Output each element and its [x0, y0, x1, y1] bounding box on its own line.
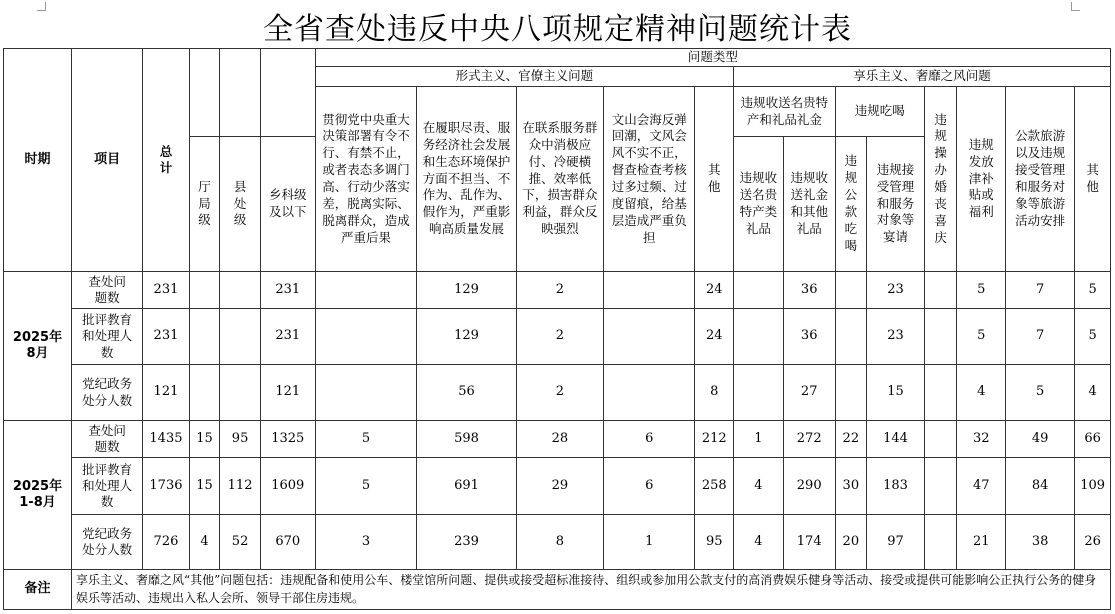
table-cell: 272 — [783, 421, 835, 458]
table-cell: 4 — [1075, 365, 1111, 421]
table-cell — [315, 365, 417, 421]
table-cell: 21 — [957, 515, 1006, 570]
row-item-label: 批评教育和处理人数 — [72, 458, 143, 515]
table-cell: 129 — [417, 309, 517, 365]
table-cell: 95 — [695, 515, 734, 570]
table-cell — [924, 365, 956, 421]
table-cell: 290 — [783, 458, 835, 515]
table-cell: 95 — [220, 421, 261, 458]
table-cell: 6 — [604, 421, 695, 458]
table-cell: 121 — [143, 365, 190, 421]
table-cell: 129 — [417, 272, 517, 309]
header-eat: 违规吃喝 — [835, 87, 924, 137]
table-cell: 5 — [1075, 309, 1111, 365]
table-cell: 29 — [516, 458, 603, 515]
table-cell: 30 — [835, 458, 866, 515]
table-cell — [734, 272, 784, 309]
row-item-label: 查处问题数 — [72, 421, 143, 458]
table-cell: 38 — [1006, 515, 1075, 570]
table-cell: 7 — [1006, 309, 1075, 365]
table-cell: 258 — [695, 458, 734, 515]
table-cell: 15 — [189, 458, 219, 515]
table-cell: 84 — [1006, 458, 1075, 515]
table-cell: 4 — [189, 515, 219, 570]
table-cell: 1736 — [143, 458, 190, 515]
row-item-label: 查处问题数 — [72, 272, 143, 309]
table-cell: 231 — [143, 309, 190, 365]
period-cell: 2025年1-8月 — [4, 421, 72, 570]
table-cell — [734, 365, 784, 421]
header-formalism-4: 文山会海反弹回潮，文风会风不实不正，督查检查考核过多过频、过度留痕，给基层造成严重负担 — [604, 87, 695, 272]
table-cell: 27 — [783, 365, 835, 421]
crop-mark-left — [37, 2, 46, 11]
table-cell: 52 — [220, 515, 261, 570]
table-cell: 47 — [957, 458, 1006, 515]
table-cell — [835, 309, 866, 365]
table-cell: 5 — [1006, 365, 1075, 421]
page-title: 全省查处违反中央八项规定精神问题统计表 — [263, 12, 852, 47]
period-cell: 2025年8月 — [4, 272, 72, 421]
table-cell — [189, 272, 219, 309]
header-hedonism-other: 其他 — [1075, 87, 1111, 272]
table-cell — [924, 272, 956, 309]
statistics-table — [3, 48, 1111, 610]
header-formalism-3: 在联系服务群众中消极应付、冷硬横推、效率低下，损害群众利益，群众反映强烈 — [516, 87, 603, 272]
header-level-xiang: 乡科级及以下 — [260, 137, 315, 272]
table-cell — [835, 272, 866, 309]
table-cell: 691 — [417, 458, 517, 515]
table-cell — [220, 365, 261, 421]
table-cell: 5 — [315, 421, 417, 458]
header-gift: 违规收送名贵特产和礼品礼金 — [734, 87, 836, 137]
table-cell: 3 — [315, 515, 417, 570]
table-cell: 231 — [260, 309, 315, 365]
table-cell: 49 — [1006, 421, 1075, 458]
table-cell: 670 — [260, 515, 315, 570]
table-cell — [315, 272, 417, 309]
header-formalism-other: 其他 — [695, 87, 734, 272]
table-cell: 112 — [220, 458, 261, 515]
table-cell — [604, 365, 695, 421]
header-eat-a: 违规公款吃喝 — [835, 137, 866, 272]
row-item-label: 批评教育和处理人数 — [72, 309, 143, 365]
header-blank — [189, 49, 219, 137]
table-cell: 5 — [1075, 272, 1111, 309]
table-cell: 22 — [835, 421, 866, 458]
header-blank — [220, 49, 261, 137]
table-cell — [924, 458, 956, 515]
table-cell: 24 — [695, 272, 734, 309]
table-cell: 598 — [417, 421, 517, 458]
table-cell — [734, 309, 784, 365]
header-item: 项目 — [72, 49, 143, 272]
header-total: 总计 — [143, 49, 190, 272]
table-cell — [220, 309, 261, 365]
table-cell: 231 — [260, 272, 315, 309]
table-cell: 174 — [783, 515, 835, 570]
table-cell: 8 — [695, 365, 734, 421]
header-period: 时期 — [4, 49, 72, 272]
table-cell: 8 — [516, 515, 603, 570]
table-cell — [924, 421, 956, 458]
table-cell: 23 — [867, 309, 925, 365]
table-cell: 1435 — [143, 421, 190, 458]
header-gift-a: 违规收送名贵特产类礼品 — [734, 137, 784, 272]
table-cell: 2 — [516, 309, 603, 365]
header-formalism-1: 贯彻党中央重大决策部署有令不行、有禁不止，或者表态多调门高、行动少落实差，脱离实际、脱离群众，造成严重后果 — [315, 87, 417, 272]
table-cell: 15 — [867, 365, 925, 421]
table-cell: 26 — [1075, 515, 1111, 570]
table-cell: 5 — [315, 458, 417, 515]
table-cell: 239 — [417, 515, 517, 570]
header-wedding: 违规操办婚丧喜庆 — [924, 87, 956, 272]
note-text: 享乐主义、奢靡之风“其他”问题包括：违规配备和使用公车、楼堂馆所问题、提供或接受超标准接待、组织或参加用公款支付的高消费娱乐健身等活动、接受或提供可能影响公正执行公务的健身娱乐等活动、违规出入私人会所、领导干部住房违规。 — [72, 570, 1111, 610]
table-cell: 5 — [957, 272, 1006, 309]
header-level-ting: 厅局级 — [189, 137, 219, 272]
note-label: 备注 — [4, 570, 72, 610]
table-cell — [604, 309, 695, 365]
table-cell — [189, 365, 219, 421]
table-cell — [604, 272, 695, 309]
crop-mark-right — [1071, 2, 1080, 11]
table-cell: 66 — [1075, 421, 1111, 458]
table-cell: 36 — [783, 272, 835, 309]
table-cell — [315, 309, 417, 365]
table-cell: 24 — [695, 309, 734, 365]
table-cell — [189, 309, 219, 365]
table-cell: 32 — [957, 421, 1006, 458]
table-cell: 1 — [604, 515, 695, 570]
table-cell: 7 — [1006, 272, 1075, 309]
table-cell: 2 — [516, 365, 603, 421]
row-item-label: 党纪政务处分人数 — [72, 365, 143, 421]
header-gift-b: 违规收送礼金和其他礼品 — [783, 137, 835, 272]
row-item-label: 党纪政务处分人数 — [72, 515, 143, 570]
header-eat-b: 违规接受管理和服务对象等宴请 — [867, 137, 925, 272]
table-cell: 231 — [143, 272, 190, 309]
table-cell: 5 — [957, 309, 1006, 365]
table-cell — [220, 272, 261, 309]
table-cell: 28 — [516, 421, 603, 458]
table-cell — [924, 309, 956, 365]
table-cell: 109 — [1075, 458, 1111, 515]
table-cell: 726 — [143, 515, 190, 570]
table-cell: 4 — [734, 458, 784, 515]
table-cell: 1609 — [260, 458, 315, 515]
table-cell: 97 — [867, 515, 925, 570]
table-cell: 36 — [783, 309, 835, 365]
table-cell — [835, 365, 866, 421]
table-cell: 144 — [867, 421, 925, 458]
table-cell: 2 — [516, 272, 603, 309]
header-formalism: 形式主义、官僚主义问题 — [315, 67, 733, 87]
table-cell: 1325 — [260, 421, 315, 458]
table-cell: 121 — [260, 365, 315, 421]
table-cell: 212 — [695, 421, 734, 458]
header-formalism-2: 在履职尽责、服务经济社会发展和生态环境保护方面不担当、不作为、乱作为、假作为，严重影响高质量发展 — [417, 87, 517, 272]
header-hedonism: 享乐主义、奢靡之风问题 — [734, 67, 1111, 87]
table-cell: 183 — [867, 458, 925, 515]
table-cell: 1 — [734, 421, 784, 458]
table-cell: 4 — [957, 365, 1006, 421]
header-problem-type: 问题类型 — [315, 49, 1110, 67]
header-travel: 公款旅游以及违规接受管理和服务对象等旅游活动安排 — [1006, 87, 1075, 272]
table-cell — [924, 515, 956, 570]
header-level-xian: 县处级 — [220, 137, 261, 272]
table-cell: 56 — [417, 365, 517, 421]
header-allowance: 违规发放津补贴或福利 — [957, 87, 1006, 272]
table-cell: 4 — [734, 515, 784, 570]
table-cell: 15 — [189, 421, 219, 458]
table-cell: 6 — [604, 458, 695, 515]
table-cell: 23 — [867, 272, 925, 309]
table-cell: 20 — [835, 515, 866, 570]
header-blank — [260, 49, 315, 137]
